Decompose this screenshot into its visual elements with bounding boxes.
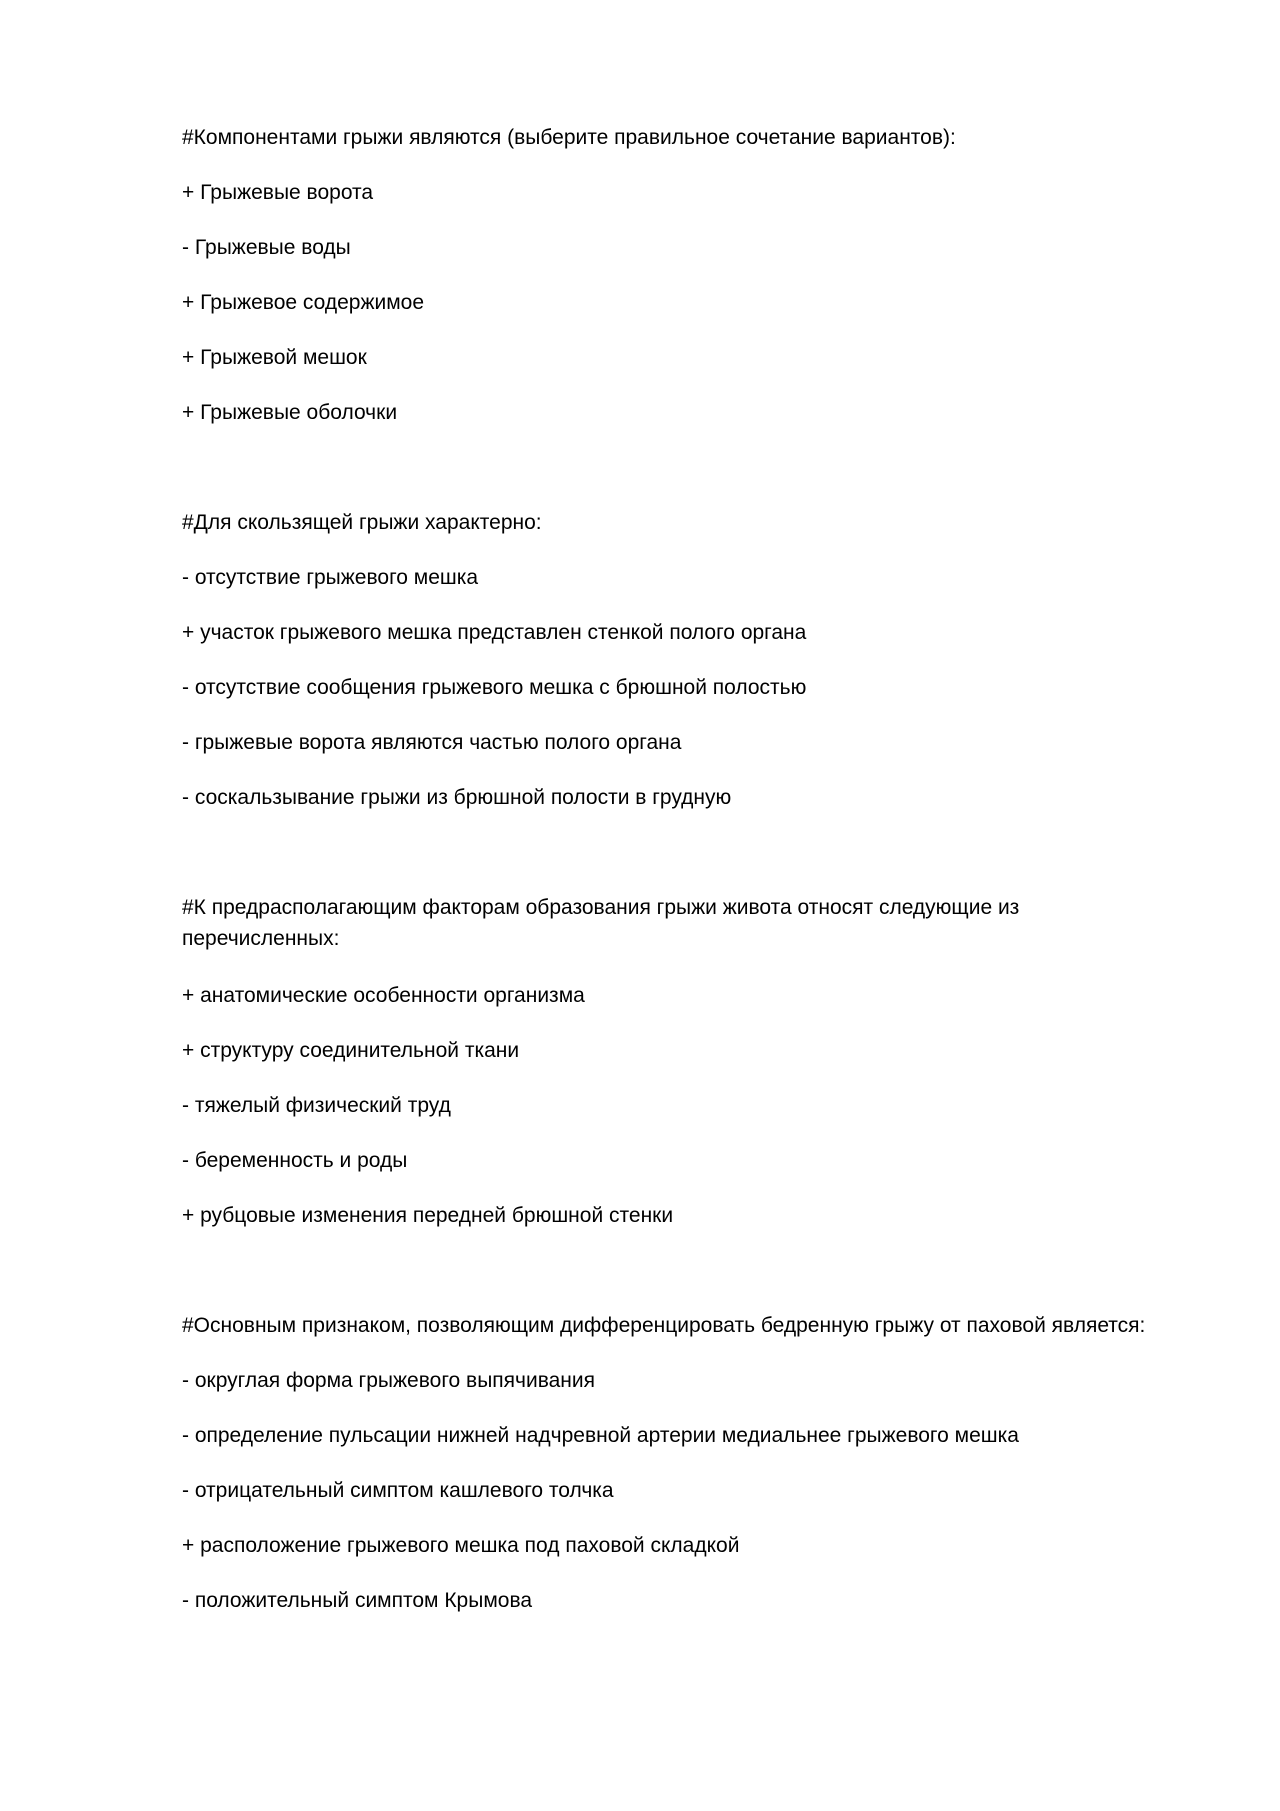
- question-1-option-4: + Грыжевой мешок: [182, 346, 367, 369]
- question-4-option-1: - округлая форма грыжевого выпячивания: [182, 1369, 595, 1392]
- question-4-option-2: - определение пульсации нижней надчревной артерии медиальнее грыжевого мешка: [182, 1424, 1019, 1447]
- question-1-option-5: + Грыжевые оболочки: [182, 401, 398, 424]
- question-4-option-5: - положительный симптом Крымова: [182, 1589, 533, 1612]
- question-2-option-2: + участок грыжевого мешка представлен стенкой полого органа: [182, 621, 807, 644]
- question-1-option-1: + Грыжевые ворота: [182, 181, 374, 204]
- question-3-option-1: + анатомические особенности организма: [182, 984, 585, 1007]
- question-1-option-2: - Грыжевые воды: [182, 236, 351, 259]
- question-4-text: #Основным признаком, позволяющим дифференцировать бедренную грыжу от паховой является:: [182, 1314, 1146, 1337]
- question-4-option-3: - отрицательный симптом кашлевого толчка: [182, 1479, 614, 1502]
- question-3-option-2: + структуру соединительной ткани: [182, 1039, 520, 1062]
- question-4-option-4: + расположение грыжевого мешка под паховой складкой: [182, 1534, 740, 1557]
- question-3-text: #К предрасполагающим факторам образования грыжи живота относят следующие из перечисленных:: [182, 896, 1020, 950]
- question-2-option-4: - грыжевые ворота являются частью полого органа: [182, 731, 682, 754]
- question-1-option-3: + Грыжевое содержимое: [182, 291, 425, 314]
- question-1-text: #Компонентами грыжи являются (выберите правильное сочетание вариантов):: [182, 126, 956, 149]
- question-2-option-1: - отсутствие грыжевого мешка: [182, 566, 479, 589]
- question-3-option-4: - беременность и роды: [182, 1149, 408, 1172]
- question-2-text: #Для скользящей грыжи характерно:: [182, 511, 542, 534]
- question-3-option-3: - тяжелый физический труд: [182, 1094, 451, 1117]
- question-2-option-3: - отсутствие сообщения грыжевого мешка с брюшной полостью: [182, 676, 807, 699]
- question-2-option-5: - соскальзывание грыжи из брюшной полости в грудную: [182, 786, 732, 809]
- question-3-option-5: + рубцовые изменения передней брюшной стенки: [182, 1204, 674, 1227]
